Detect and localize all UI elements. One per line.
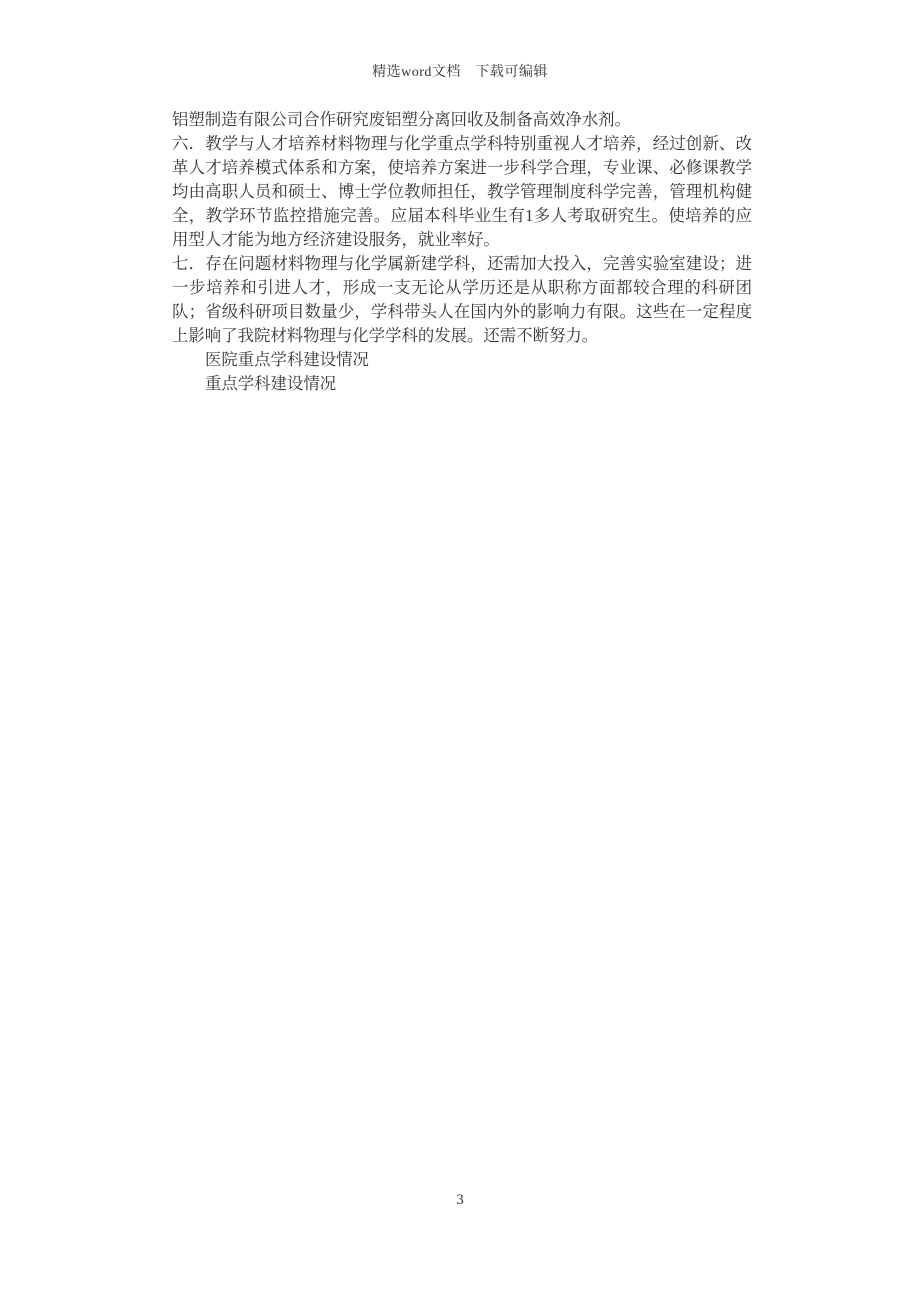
page-header-watermark: 精选word文档 下载可编辑 — [372, 65, 548, 80]
paragraph-section-six: 六．教学与人才培养材料物理与化学重点学科特别重视人才培养，经过创新、改革人才培养模式体系和方案，使培养方案进一步科学合理，专业课、必修课教学均由高职人员和硕士、博士学位教师担任，教学管理制度科学完善，管理机构健全，教学环节监控措施完善。应届本科毕业生有1多人考取研究生。使培养的应用型人才能为地方经济建设服务，就业率好。 — [172, 134, 752, 249]
paragraph-section-seven: 七．存在问题材料物理与化学属新建学科，还需加大投入，完善实验室建设；进一步培养和引进人才，形成一支无论从学历还是从职称方面都较合理的科研团队；省级科研项目数量少，学科带头人在国内外的影响力有限。这些在一定程度上影响了我院材料物理与化学学科的发展。还需不断努力。 — [172, 254, 752, 345]
paragraph-intro: 铝塑制造有限公司合作研究废铝塑分离回收及制备高效净水剂。 — [172, 110, 631, 129]
caption-key-discipline: 重点学科建设情况 — [205, 374, 337, 393]
caption-hospital-key-discipline: 医院重点学科建设情况 — [205, 350, 369, 369]
page-number: 3 — [456, 1192, 464, 1208]
document-body — [172, 108, 752, 396]
